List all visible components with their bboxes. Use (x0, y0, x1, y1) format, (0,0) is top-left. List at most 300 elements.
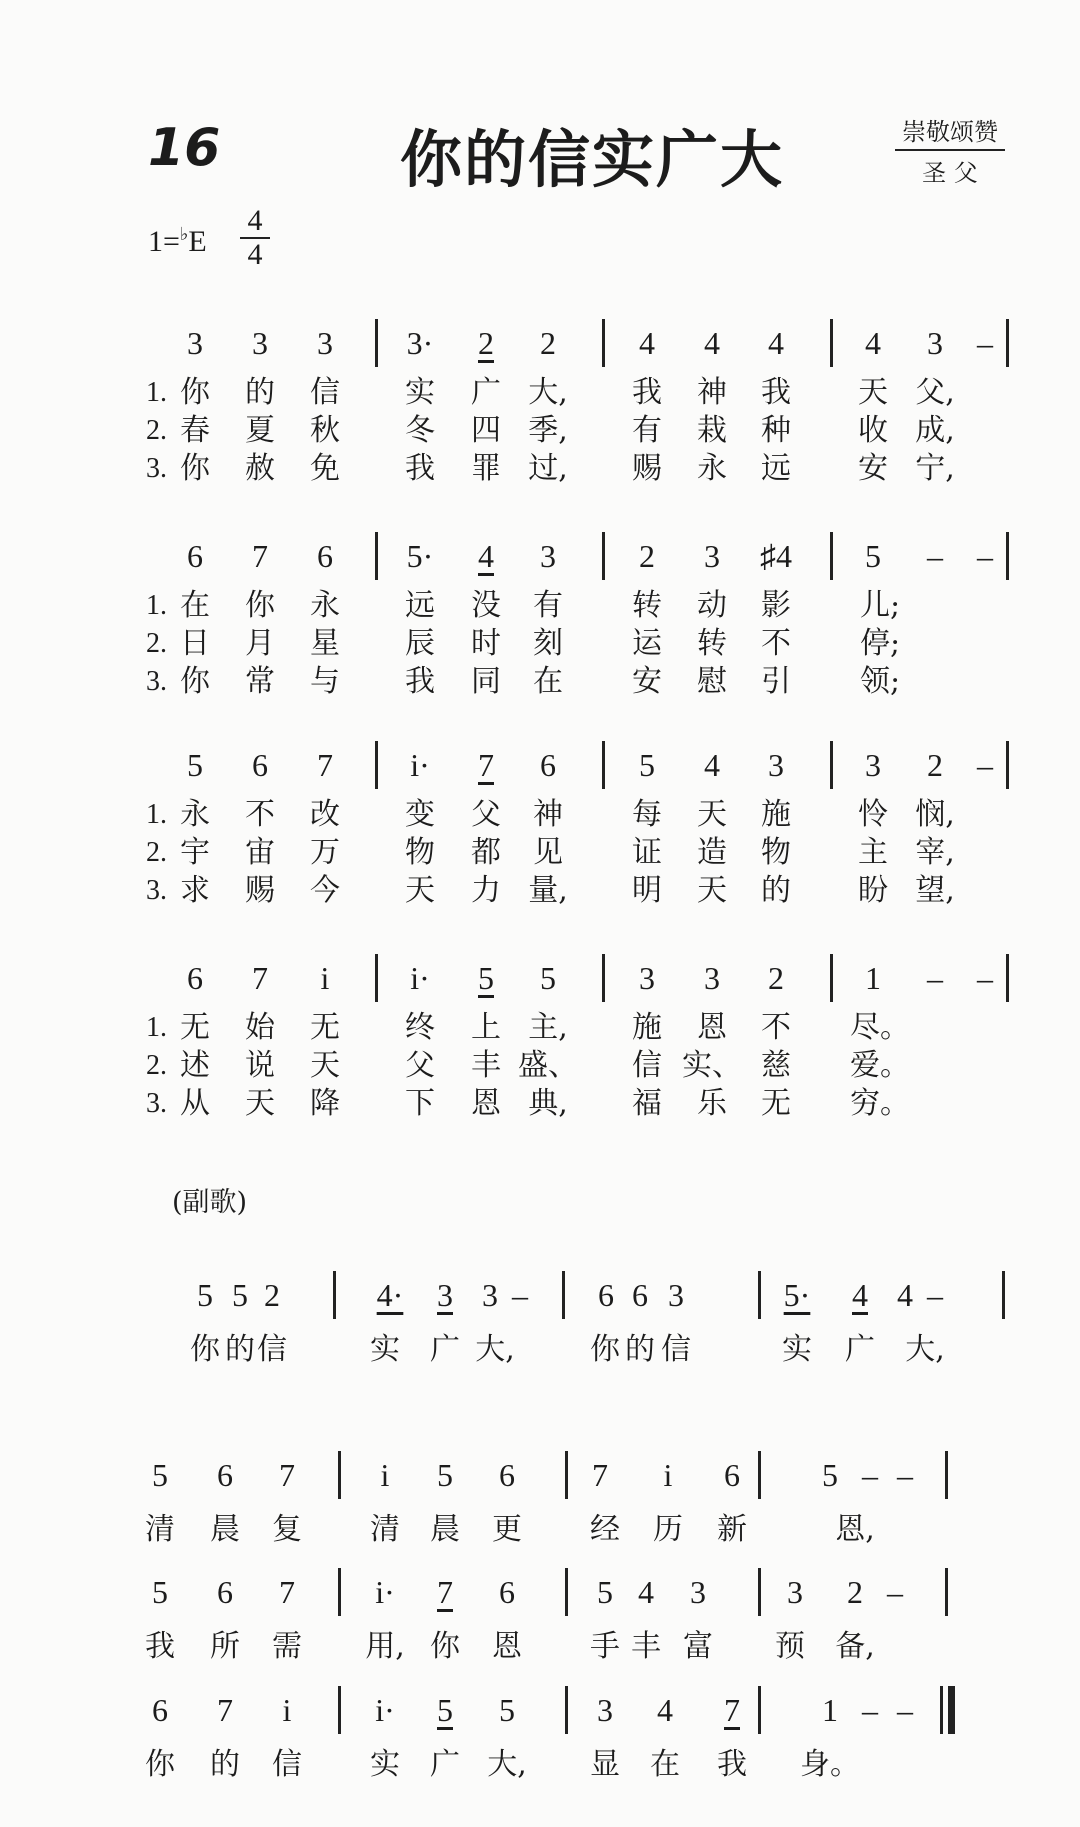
bar-line (602, 954, 605, 1002)
lyric-syllable: 夏 (245, 413, 275, 448)
lyric-syllable: 你 (145, 1747, 175, 1782)
bar-line (830, 532, 833, 580)
lyric-syllable: 信 (632, 1048, 662, 1083)
key-prefix: 1= (148, 225, 180, 258)
lyric-syllable: 天 (310, 1048, 340, 1083)
lyric-syllable: 望, (915, 873, 955, 908)
note: 3 (787, 1574, 803, 1610)
time-numerator: 4 (247, 204, 263, 237)
lyric-syllable: 备, (835, 1629, 875, 1664)
verse-number: 2. (146, 1050, 167, 1081)
lyric-syllable: 过, (528, 451, 568, 486)
note: 3 (187, 325, 203, 361)
lyric-syllable: 尽。 (850, 1010, 910, 1045)
verse-number: 3. (146, 666, 167, 697)
note: 5 (499, 1692, 515, 1728)
lyric-syllable: 我 (405, 451, 435, 486)
note: 6 (187, 960, 203, 996)
note: 4 (768, 325, 784, 361)
lyric-syllable: 终 (405, 1010, 435, 1045)
lyric-syllable: 父, (915, 375, 955, 410)
note: 6 (632, 1277, 648, 1313)
lyric-syllable: 大, (528, 375, 568, 410)
lyric-syllable: 安 (858, 451, 888, 486)
note: 2 (927, 747, 943, 783)
bar-line (562, 1271, 565, 1319)
lyric-syllable: 显 (590, 1747, 620, 1782)
key-signature (148, 224, 207, 259)
verse-number: 2. (146, 837, 167, 868)
verse-number: 1. (146, 590, 167, 621)
note: 7 (252, 538, 268, 574)
hold-dash: – (897, 1457, 913, 1493)
note: 3 (865, 747, 881, 783)
lyric-syllable: 盛、 (518, 1048, 578, 1083)
note: 5 (822, 1457, 838, 1493)
note: 3 (540, 538, 556, 574)
lyric-syllable: 盼 (858, 873, 888, 908)
lyric-syllable: 儿; (859, 588, 901, 623)
lyric-syllable: 广 (430, 1332, 460, 1367)
lyric-syllable: 父 (405, 1048, 435, 1083)
note: 6 (499, 1457, 515, 1493)
lyric-syllable: 始 (245, 1010, 275, 1045)
note: 7 (592, 1457, 608, 1493)
bar-line (758, 1686, 761, 1734)
key-letter: E (188, 225, 207, 258)
lyric-syllable: 我 (405, 664, 435, 699)
lyric-syllable: 永 (310, 588, 340, 623)
lyric-syllable: 求 (180, 873, 210, 908)
note: 2 (639, 538, 655, 574)
note: 5 (152, 1457, 168, 1493)
lyric-syllable: 宰, (915, 835, 955, 870)
hold-dash: – (862, 1692, 878, 1728)
chorus-label: (副歌) (172, 1187, 248, 1218)
lyric-syllable: 无 (310, 1010, 340, 1045)
note: 4 (897, 1277, 913, 1313)
bar-line (1006, 532, 1009, 580)
note: 3 (768, 747, 784, 783)
lyric-syllable: 新 (717, 1512, 747, 1547)
bar-line (375, 319, 378, 367)
note: i (320, 960, 330, 996)
lyric-syllable: 广 (430, 1747, 460, 1782)
lyric-syllable: 天 (245, 1086, 275, 1121)
lyric-syllable: 信 (272, 1747, 302, 1782)
lyric-syllable: 经 (590, 1512, 620, 1547)
lyric-syllable: 爱。 (850, 1048, 910, 1083)
note: i (663, 1457, 673, 1493)
note: 3 (482, 1277, 498, 1313)
lyric-syllable: 无 (180, 1010, 210, 1045)
bar-line (1006, 954, 1009, 1002)
lyric-syllable: 春 (180, 413, 210, 448)
note: 5 (197, 1277, 213, 1313)
lyric-syllable: 你 (180, 451, 210, 486)
note: 3 (704, 538, 720, 574)
lyric-syllable: 述 (180, 1048, 210, 1083)
note: 6 (252, 747, 268, 783)
lyric-syllable: 天 (858, 375, 888, 410)
lyric-syllable: 我 (632, 375, 662, 410)
lyric-syllable: 实 (370, 1332, 400, 1367)
category-credit (895, 112, 1005, 188)
lyric-syllable: 领; (859, 664, 901, 699)
lyric-syllable: 典, (528, 1086, 568, 1121)
verse-number: 1. (146, 799, 167, 830)
lyric-syllable: 你 (180, 375, 210, 410)
note: 5 (865, 538, 881, 574)
note: 5 (437, 1692, 453, 1728)
note: 2 (768, 960, 784, 996)
note: 5 (639, 747, 655, 783)
lyric-syllable: 远 (405, 588, 435, 623)
lyric-syllable: 实 (370, 1747, 400, 1782)
subcategory-label: 圣 父 (922, 159, 978, 187)
note: 3 (668, 1277, 684, 1313)
lyric-syllable: 停; (859, 626, 901, 661)
note: 7 (279, 1574, 295, 1610)
note: 6 (540, 747, 556, 783)
lyric-syllable: 赦 (245, 451, 275, 486)
hold-dash: – (977, 538, 993, 574)
bar-line (375, 954, 378, 1002)
verse-number: 3. (146, 875, 167, 906)
lyric-syllable: 每 (632, 797, 662, 832)
verse-number: 2. (146, 628, 167, 659)
lyric-syllable: 丰 (471, 1048, 501, 1083)
lyric-syllable: 造 (697, 835, 727, 870)
lyric-syllable: 秋 (310, 413, 340, 448)
lyric-syllable: 怜 (858, 797, 888, 832)
note: 1 (822, 1692, 838, 1728)
lyric-syllable: 都 (471, 835, 501, 870)
lyric-syllable: 动 (697, 588, 727, 623)
note: 6 (187, 538, 203, 574)
lyric-syllable: 物 (761, 835, 791, 870)
lyric-syllable: 大, (487, 1747, 527, 1782)
note: 3· (406, 325, 434, 361)
note: 4 (639, 325, 655, 361)
bar-line (565, 1451, 568, 1499)
note: i· (375, 1692, 395, 1728)
lyric-syllable: 我 (717, 1747, 747, 1782)
lyric-syllable: 历 (653, 1512, 683, 1547)
note: 5· (406, 538, 434, 574)
lyric-syllable: 冬 (405, 413, 435, 448)
note: 5 (437, 1457, 453, 1493)
lyric-syllable: 天 (697, 797, 727, 832)
note: 4 (478, 538, 494, 574)
lyric-syllable: 我 (761, 375, 791, 410)
bar-line (1006, 741, 1009, 789)
lyric-syllable: 赐 (632, 451, 662, 486)
note: 3 (704, 960, 720, 996)
lyric-syllable: 的 (245, 375, 275, 410)
hold-dash: – (927, 538, 943, 574)
note: 4 (865, 325, 881, 361)
lyric-syllable: 免 (310, 451, 340, 486)
lyric-syllable: 宙 (245, 835, 275, 870)
time-signature (240, 205, 270, 271)
lyric-syllable: 的 (625, 1332, 655, 1367)
lyric-syllable: 日 (180, 626, 210, 661)
lyric-syllable: 月 (245, 626, 275, 661)
lyric-syllable: 量, (528, 873, 568, 908)
note: 3 (639, 960, 655, 996)
lyric-syllable: 父 (471, 797, 501, 832)
lyric-syllable: 运 (632, 626, 662, 661)
lyric-syllable: 力 (471, 873, 501, 908)
lyric-syllable: 手 (590, 1629, 620, 1664)
hymn-title: 你的信实广大 (400, 123, 785, 196)
note: 3 (317, 325, 333, 361)
bar-line (830, 954, 833, 1002)
lyric-syllable: 身。 (800, 1747, 860, 1782)
lyric-syllable: 晨 (430, 1512, 460, 1547)
lyric-syllable: 天 (405, 873, 435, 908)
lyric-syllable: 大, (905, 1332, 945, 1367)
lyric-syllable: 不 (761, 626, 791, 661)
lyric-syllable: 需 (272, 1629, 302, 1664)
lyric-syllable: 你 (590, 1332, 620, 1367)
note: i· (410, 960, 430, 996)
lyric-syllable: 不 (761, 1010, 791, 1045)
lyric-syllable: 你 (430, 1629, 460, 1664)
bar-line (602, 532, 605, 580)
hold-dash: – (887, 1574, 903, 1610)
lyric-syllable: 时 (471, 626, 501, 661)
lyric-syllable: 恩, (835, 1512, 875, 1547)
note: 3 (927, 325, 943, 361)
lyric-syllable: 万 (310, 835, 340, 870)
lyric-syllable: 的 (225, 1332, 255, 1367)
lyric-syllable: 星 (310, 626, 340, 661)
bar-line (602, 319, 605, 367)
bar-line (375, 532, 378, 580)
lyric-syllable: 的 (210, 1747, 240, 1782)
lyric-syllable: 大, (475, 1332, 515, 1367)
bar-line (333, 1271, 336, 1319)
lyric-syllable: 证 (632, 835, 662, 870)
lyric-syllable: 宇 (180, 835, 210, 870)
note: 2 (478, 325, 494, 361)
lyric-syllable: 今 (310, 873, 340, 908)
lyric-syllable: 有 (632, 413, 662, 448)
lyric-syllable: 主, (528, 1010, 568, 1045)
lyric-syllable: 广 (471, 375, 501, 410)
lyric-syllable: 富 (683, 1629, 713, 1664)
lyric-syllable: 悯, (915, 797, 955, 832)
note: 5 (597, 1574, 613, 1610)
lyric-syllable: 穷。 (850, 1086, 910, 1121)
lyric-syllable: 恩 (492, 1629, 522, 1664)
note: 4 (852, 1277, 868, 1313)
lyric-syllable: 明 (632, 873, 662, 908)
lyric-syllable: 上 (471, 1010, 501, 1045)
time-denominator: 4 (247, 238, 263, 271)
hymn-number: 16 (148, 118, 221, 178)
lyric-syllable: 下 (405, 1086, 435, 1121)
lyric-syllable: 神 (533, 797, 563, 832)
verse-number: 3. (146, 1088, 167, 1119)
note: 5 (540, 960, 556, 996)
note: 3 (690, 1574, 706, 1610)
note: 6 (598, 1277, 614, 1313)
bar-line (565, 1568, 568, 1616)
verse-number: 2. (146, 415, 167, 446)
lyric-syllable: 永 (180, 797, 210, 832)
bar-line (758, 1568, 761, 1616)
hold-dash: – (862, 1457, 878, 1493)
note: 6 (724, 1457, 740, 1493)
note: 4 (638, 1574, 654, 1610)
bar-line (945, 1451, 948, 1499)
lyric-syllable: 成, (915, 413, 955, 448)
note: 5· (783, 1277, 811, 1313)
lyric-syllable: 更 (492, 1512, 522, 1547)
lyric-syllable: 在 (533, 664, 563, 699)
lyric-syllable: 栽 (697, 413, 727, 448)
lyric-syllable: 种 (761, 413, 791, 448)
lyric-syllable: 宁, (915, 451, 955, 486)
hold-dash: – (977, 960, 993, 996)
lyric-syllable: 四 (471, 413, 501, 448)
lyric-syllable: 常 (245, 664, 275, 699)
lyric-syllable: 远 (761, 451, 791, 486)
note: 3 (252, 325, 268, 361)
lyric-syllable: 神 (697, 375, 727, 410)
lyric-syllable: 有 (533, 588, 563, 623)
note: 3 (437, 1277, 453, 1313)
lyric-syllable: 用, (365, 1629, 405, 1664)
lyric-syllable: 季, (528, 413, 568, 448)
lyric-syllable: 见 (533, 835, 563, 870)
note: 7 (478, 747, 494, 783)
bar-line (758, 1271, 761, 1319)
verse-number: 1. (146, 1012, 167, 1043)
lyric-syllable: 你 (190, 1332, 220, 1367)
note: i· (375, 1574, 395, 1610)
note: 5 (187, 747, 203, 783)
note: 2 (264, 1277, 280, 1313)
note: i (380, 1457, 390, 1493)
hold-dash: – (977, 747, 993, 783)
bar-line (758, 1451, 761, 1499)
lyric-syllable: 施 (761, 797, 791, 832)
lyric-syllable: 说 (245, 1048, 275, 1083)
category-label: 崇敬颂赞 (895, 112, 1005, 151)
lyric-syllable: 实、 (682, 1048, 742, 1083)
bar-line (1002, 1271, 1005, 1319)
note: i (282, 1692, 292, 1728)
note: 6 (217, 1457, 233, 1493)
lyric-syllable: 所 (210, 1629, 240, 1664)
lyric-syllable: 没 (471, 588, 501, 623)
note: i· (410, 747, 430, 783)
hold-dash: – (927, 1277, 943, 1313)
note: 7 (252, 960, 268, 996)
lyric-syllable: 的 (761, 873, 791, 908)
note: 3 (597, 1692, 613, 1728)
lyric-syllable: 你 (245, 588, 275, 623)
note: 5 (478, 960, 494, 996)
lyric-syllable: 无 (761, 1086, 791, 1121)
note: 4 (704, 747, 720, 783)
lyric-syllable: 同 (471, 664, 501, 699)
lyric-syllable: 安 (632, 664, 662, 699)
lyric-syllable: 引 (761, 664, 791, 699)
note: 7 (217, 1692, 233, 1728)
lyric-syllable: 乐 (697, 1086, 727, 1121)
lyric-syllable: 丰 (631, 1629, 661, 1664)
bar-line (602, 741, 605, 789)
lyric-syllable: 在 (180, 588, 210, 623)
lyric-syllable: 转 (632, 588, 662, 623)
bar-line (830, 741, 833, 789)
lyric-syllable: 降 (310, 1086, 340, 1121)
note: ♯4 (760, 538, 792, 574)
bar-line (1006, 319, 1009, 367)
note: 4 (704, 325, 720, 361)
lyric-syllable: 转 (697, 626, 727, 661)
note: 6 (217, 1574, 233, 1610)
final-bar-line (948, 1686, 955, 1734)
hold-dash: – (897, 1692, 913, 1728)
bar-line (940, 1686, 943, 1734)
lyric-syllable: 信 (661, 1332, 691, 1367)
lyric-syllable: 天 (697, 873, 727, 908)
lyric-syllable: 不 (245, 797, 275, 832)
lyric-syllable: 施 (632, 1010, 662, 1045)
lyric-syllable: 你 (180, 664, 210, 699)
lyric-syllable: 与 (310, 664, 340, 699)
note: 4 (657, 1692, 673, 1728)
lyric-syllable: 恩 (471, 1086, 501, 1121)
lyric-syllable: 慰 (697, 664, 727, 699)
note: 6 (152, 1692, 168, 1728)
lyric-syllable: 罪 (471, 451, 501, 486)
note: 5 (232, 1277, 248, 1313)
lyric-syllable: 慈 (761, 1048, 791, 1083)
lyric-syllable: 辰 (405, 626, 435, 661)
lyric-syllable: 我 (145, 1629, 175, 1664)
lyric-syllable: 影 (761, 588, 791, 623)
lyric-syllable: 实 (782, 1332, 812, 1367)
note: 2 (540, 325, 556, 361)
lyric-syllable: 变 (405, 797, 435, 832)
note: 2 (847, 1574, 863, 1610)
note: 6 (317, 538, 333, 574)
lyric-syllable: 赐 (245, 873, 275, 908)
verse-number: 1. (146, 377, 167, 408)
bar-line (375, 741, 378, 789)
hold-dash: – (512, 1277, 528, 1313)
note: 5 (152, 1574, 168, 1610)
lyric-syllable: 在 (650, 1747, 680, 1782)
lyric-syllable: 主 (858, 835, 888, 870)
bar-line (338, 1568, 341, 1616)
lyric-syllable: 实 (405, 375, 435, 410)
bar-line (945, 1568, 948, 1616)
lyric-syllable: 永 (697, 451, 727, 486)
lyric-syllable: 恩 (697, 1010, 727, 1045)
lyric-syllable: 福 (632, 1086, 662, 1121)
lyric-syllable: 复 (272, 1512, 302, 1547)
lyric-syllable: 收 (858, 413, 888, 448)
lyric-syllable: 广 (845, 1332, 875, 1367)
